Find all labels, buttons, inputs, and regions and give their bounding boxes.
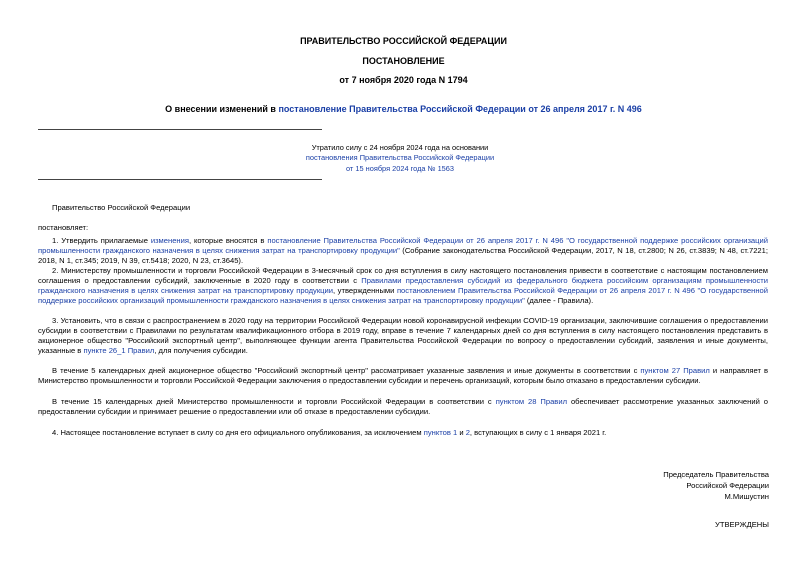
divider-top xyxy=(38,129,322,130)
p3-text-a: 3. Установить, что в связи с распространением в 2020 году на территории Российской Федерации новой коронавирусной инфекции COVID-19 организации, заключившие соглашения о предоставлении субсидии в соответствии с Правилами по результатам квалификационного отбора в 2019 году, вправе в течение 7 календарных дней со дня вступления в силу настоящего постановления представить в акционерное общество "Российский экспортный центр", выполняющее функции агента Правительства Российской Федерации по вопросу о предоставлении субсидий, заявления и иные документы, указанные в xyxy=(38,316,768,356)
p1-text-a: 1. Утвердить прилагаемые xyxy=(52,236,151,245)
p1-text-c: (Собрание законодательства Российской Федерации, 2017, N 18, ст.2800; N 26, ст.3839; N 48, ст.7221; 2018, N 1, ст.345; 2019, N 39, ст.5418; 2020, N 23, ст.3645). xyxy=(38,246,768,266)
paragraph-1 xyxy=(38,236,768,266)
decree-verb: постановляет: xyxy=(38,223,89,232)
p2-text-a: 2. Министерству промышленности и торговли Российской Федерации в 3-месячный срок со дня вступления в силу настоящего постановления привести в соответствие с настоящим постановлением соглашения о предоставлении субсидий, заключенные в 2020 году в соответствии с xyxy=(38,266,768,286)
p6-text-b: и xyxy=(457,428,466,437)
p2-link-rules[interactable]: Правилами предоставления субсидий из федерального бюджета российским организациям промышленности гражданского назначения в целях снижения затрат на транспортировку продукции xyxy=(38,276,768,296)
p4-text-a: В течение 5 календарных дней акционерное общество "Российский экспортный центр" рассматривает указанные заявления и иные документы в соответствии с xyxy=(52,366,641,375)
p6-text-a: 4. Настоящее постановление вступает в силу со дня его официального опубликования, за исключением xyxy=(52,428,424,437)
status-note xyxy=(200,143,600,174)
p6-link-point-1[interactable]: пунктов 1 xyxy=(423,428,458,437)
document-date-number: от 7 ноября 2020 года N 1794 xyxy=(339,75,468,85)
title-prefix: О внесении изменений в xyxy=(165,104,279,114)
p3-text-b: , для получения субсидии. xyxy=(154,346,248,356)
status-note-link-decree[interactable]: постановления Правительства Российской Федерации xyxy=(305,153,495,163)
status-note-text: Утратило силу с 24 ноября 2024 года на основании xyxy=(311,143,489,152)
p3-link-point-26-1[interactable]: пункте 26_1 Правил xyxy=(83,346,155,356)
paragraph-5 xyxy=(38,397,768,417)
p5-text-a: В течение 15 календарных дней Министерство промышленности и торговли Российской Федерации в соответствии с xyxy=(52,397,496,406)
p4-link-point-27[interactable]: пунктом 27 Правил xyxy=(640,366,710,375)
divider-bottom xyxy=(38,179,322,180)
p4-text-b: и направляет в Министерство промышленности и торговли Российской Федерации заключения о предоставлении субсидии и перечень организаций, которым было отказано в предоставлении субсидии. xyxy=(38,366,769,386)
p1-link-changes[interactable]: изменения xyxy=(150,236,189,245)
title-link-decree-496[interactable]: постановление Правительства Российской Федерации от 26 апреля 2017 г. N 496 xyxy=(278,104,642,114)
paragraph-6 xyxy=(38,428,768,438)
status-note-link-date[interactable]: от 15 ноября 2024 года № 1563 xyxy=(345,163,455,173)
document-title xyxy=(0,104,807,116)
p5-text-b: обеспечивает рассмотрение указанных заключений о предоставлении субсидии и принимает решение о предоставлении или об отказе в предоставлении субсидии. xyxy=(38,397,768,417)
p1-text-b: , которые вносятся в xyxy=(188,236,268,245)
approved-label: УТВЕРЖДЕНЫ xyxy=(715,520,769,529)
p6-link-point-2[interactable]: 2 xyxy=(465,428,470,437)
p2-link-decree-496[interactable]: постановлением Правительства Российской Федерации от 26 апреля 2017 г. N 496 "О государственной поддержке российских организаций промышленности гражданского назначения в целях снижения затрат на транспортировку продукции" xyxy=(38,286,768,306)
p5-link-point-28[interactable]: пунктом 28 Правил xyxy=(495,397,567,406)
p1-link-decree-496[interactable]: постановление Правительства Российской Федерации от 26 апреля 2017 г. N 496 "О государственной поддержке российских организаций промышленности гражданского назначения в целях снижения затрат на транспортировку продукции" xyxy=(38,236,768,256)
signature-name: М.Мишустин xyxy=(724,492,769,501)
paragraph-2 xyxy=(38,266,768,306)
signature-organization: Российской Федерации xyxy=(686,481,769,490)
issuer-text: Правительство Российской Федерации xyxy=(52,203,191,212)
p2-text-c: (далее - Правила). xyxy=(524,296,594,306)
p6-text-c: , вступающих в силу с 1 января 2021 г. xyxy=(469,428,607,437)
paragraph-4 xyxy=(38,366,768,386)
document-type: ПОСТАНОВЛЕНИЕ xyxy=(362,56,445,66)
government-heading: ПРАВИТЕЛЬСТВО РОССИЙСКОЙ ФЕДЕРАЦИИ xyxy=(300,36,507,46)
signature-position: Председатель Правительства xyxy=(663,470,769,479)
signature-block xyxy=(663,469,769,502)
paragraph-3 xyxy=(38,316,768,356)
p2-text-b: , утвержденными xyxy=(333,286,397,296)
